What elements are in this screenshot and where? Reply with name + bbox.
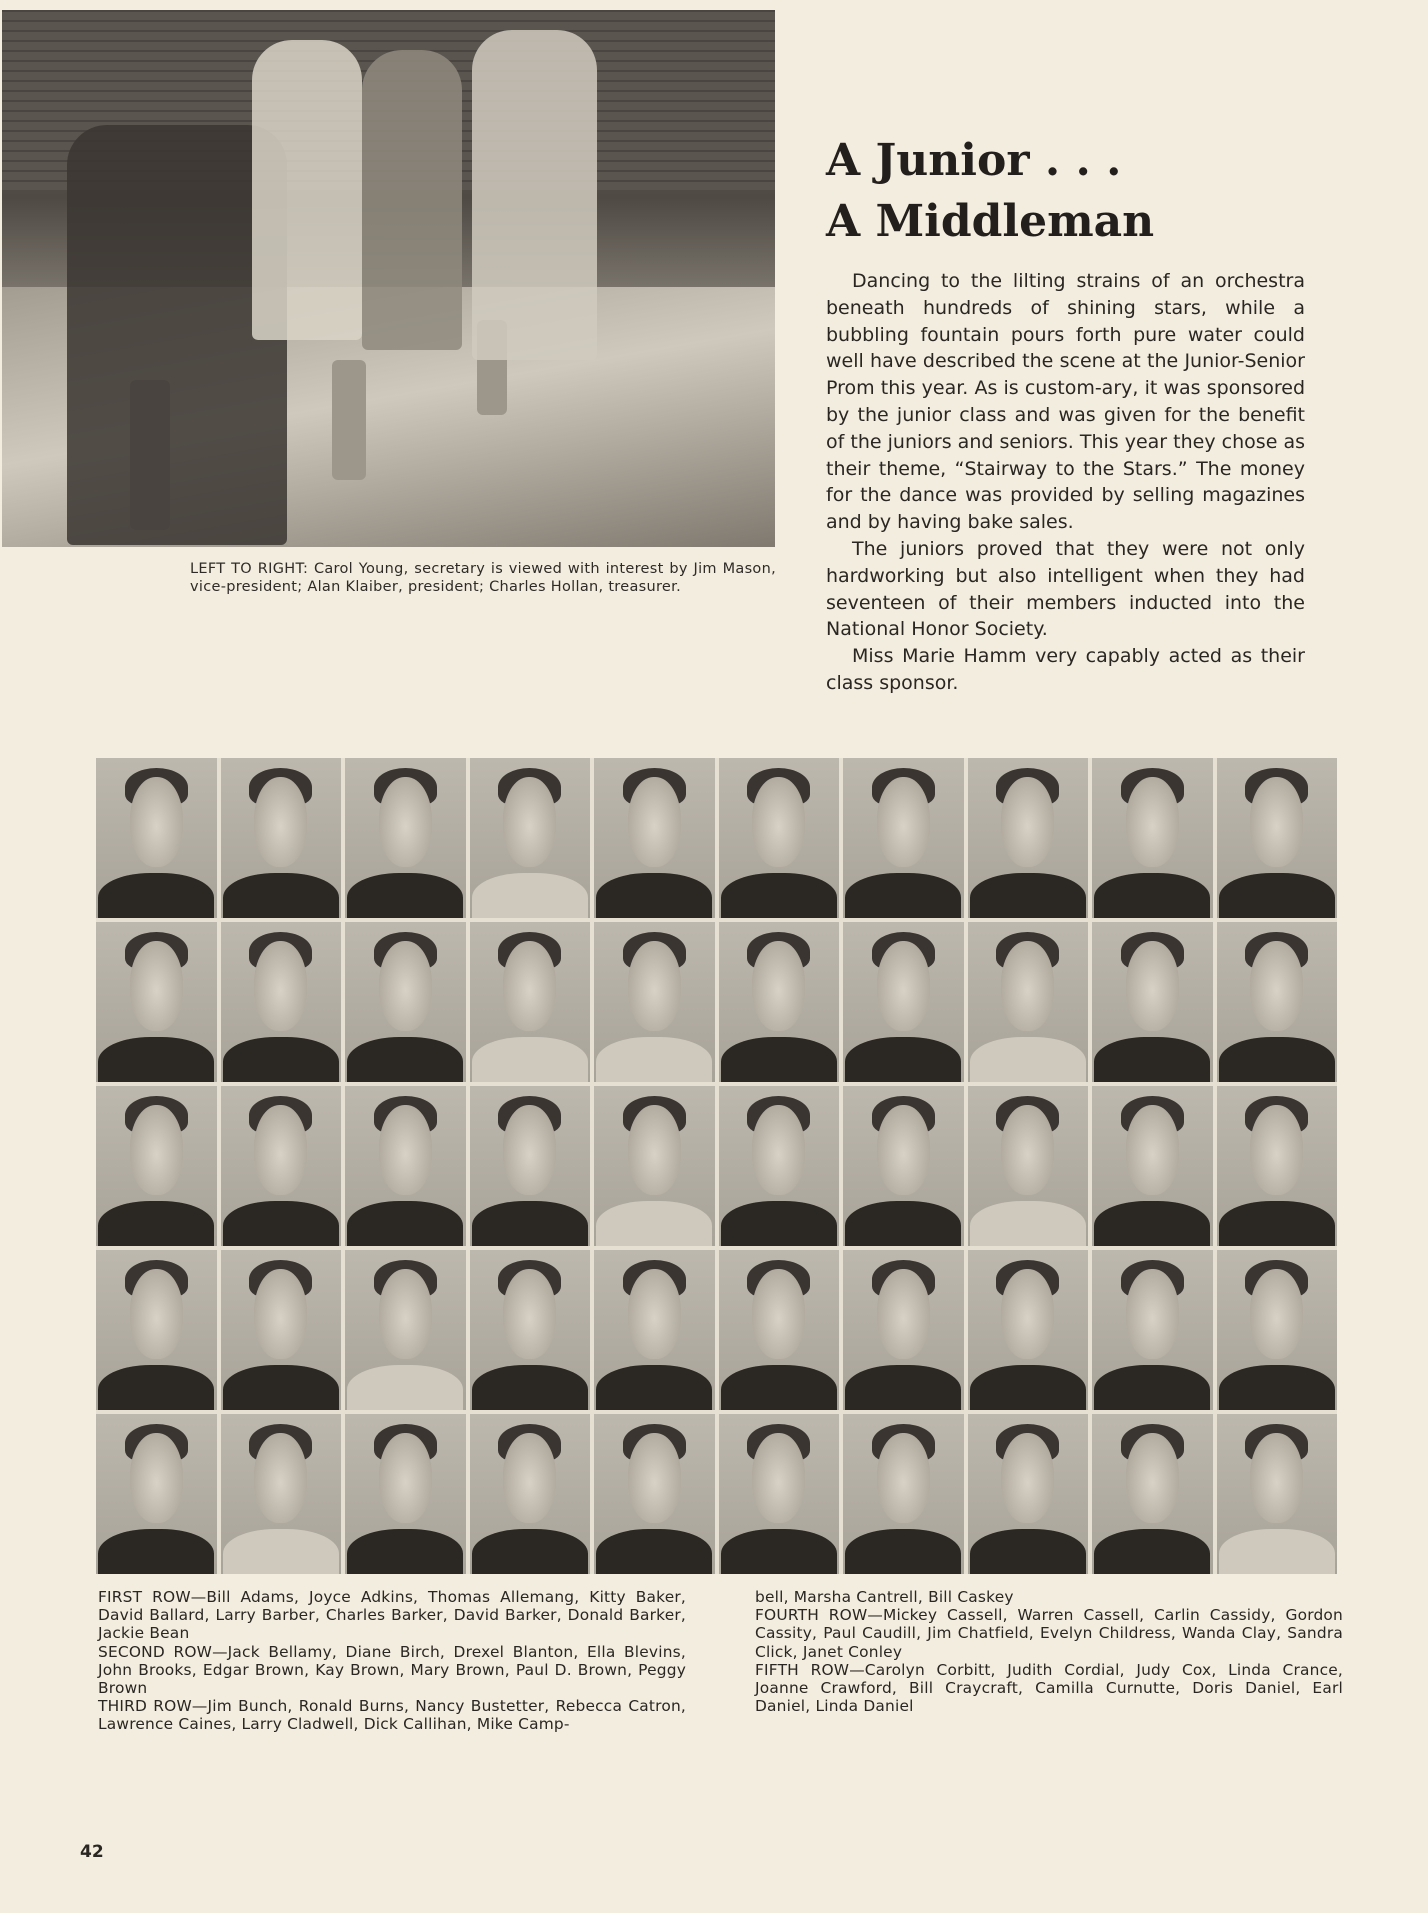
portrait-torso	[1094, 1201, 1210, 1246]
portrait-head	[628, 1433, 681, 1523]
student-portrait	[1092, 758, 1213, 918]
portrait-head	[752, 1105, 805, 1195]
portrait-head	[254, 941, 307, 1031]
student-portrait	[96, 1414, 217, 1574]
student-portrait	[221, 1250, 342, 1410]
portrait-head	[379, 1269, 432, 1359]
portrait-head	[1126, 1105, 1179, 1195]
portrait-torso	[347, 1037, 463, 1082]
portrait-head	[379, 1433, 432, 1523]
student-portrait	[843, 1250, 964, 1410]
student-portrait	[221, 1414, 342, 1574]
student-portrait	[719, 758, 840, 918]
portrait-head	[254, 1105, 307, 1195]
paragraph: Dancing to the lilting strains of an orchestra beneath hundreds of shining stars, while a bubbling fountain pours forth pure water could well have described the scene at the Junior-Senior Prom this year. As is custom-ary, it was sponsored by the junior class and was given for the benefit of the juniors and seniors. This year they chose as their theme, “Stairway to the Stars.” The money for the dance was provided by selling magazines and by having bake sales.	[826, 270, 1305, 534]
paragraph: The juniors proved that they were not only hardworking but also intelligent when they had seventeen of their members inducted into the National Honor Society.	[826, 537, 1305, 641]
student-portrait	[345, 1086, 466, 1246]
student-portrait	[594, 1086, 715, 1246]
portrait-head	[1001, 777, 1054, 867]
portrait-head	[503, 1269, 556, 1359]
portrait-torso	[970, 1201, 1086, 1246]
student-portrait	[1092, 1414, 1213, 1574]
student-portrait	[1217, 1086, 1338, 1246]
portrait-torso	[845, 1037, 961, 1082]
page-number: 42	[80, 1842, 104, 1862]
portrait-torso	[98, 1365, 214, 1410]
portrait-torso	[472, 1529, 588, 1574]
portrait-torso	[1219, 1529, 1335, 1574]
portrait-torso	[1094, 1529, 1210, 1574]
student-portrait	[345, 922, 466, 1082]
portrait-head	[752, 777, 805, 867]
names-column-right	[755, 1588, 1343, 1715]
article-body	[826, 268, 1305, 697]
portrait-head	[1250, 1269, 1303, 1359]
student-portrait	[843, 1086, 964, 1246]
portrait-head	[503, 777, 556, 867]
portrait-torso	[98, 1037, 214, 1082]
student-portrait	[843, 1414, 964, 1574]
third-row-names: THIRD ROW—Jim Bunch, Ronald Burns, Nancy Bustetter, Rebecca Catron, Lawrence Caines, Larry Cladwell, Dick Callihan, Mike Camp-	[98, 1697, 686, 1734]
portrait-head	[130, 1433, 183, 1523]
portrait-head	[1126, 1433, 1179, 1523]
student-portrait	[968, 922, 1089, 1082]
student-portrait	[470, 922, 591, 1082]
title-line-2: A Middleman	[826, 196, 1155, 247]
portrait-head	[130, 1105, 183, 1195]
student-portrait	[1217, 1414, 1338, 1574]
portrait-torso	[472, 1037, 588, 1082]
portrait-torso	[1219, 1365, 1335, 1410]
portrait-torso	[845, 1201, 961, 1246]
student-portrait	[221, 922, 342, 1082]
student-portrait	[1092, 922, 1213, 1082]
portrait-torso	[223, 1201, 339, 1246]
portrait-head	[628, 1105, 681, 1195]
person-standing	[362, 50, 462, 350]
page-title	[826, 130, 1326, 252]
portrait-head	[379, 1105, 432, 1195]
portrait-head	[1001, 1433, 1054, 1523]
portrait-torso	[596, 1201, 712, 1246]
student-portrait	[345, 1414, 466, 1574]
portrait-head	[628, 941, 681, 1031]
third-row-names-continued: bell, Marsha Cantrell, Bill Caskey	[755, 1588, 1014, 1606]
student-portrait	[221, 758, 342, 918]
photo-caption: LEFT TO RIGHT: Carol Young, secretary is viewed with interest by Jim Mason, vice-president; Alan Klaiber, president; Charles Hollan, treasurer.	[190, 561, 776, 595]
portrait-head	[1126, 777, 1179, 867]
portrait-head	[379, 941, 432, 1031]
portrait-torso	[347, 1201, 463, 1246]
portrait-torso	[472, 873, 588, 918]
portrait-torso	[347, 873, 463, 918]
portrait-torso	[472, 1365, 588, 1410]
portrait-head	[1001, 1105, 1054, 1195]
portrait-torso	[721, 1201, 837, 1246]
second-row-names: SECOND ROW—Jack Bellamy, Diane Birch, Drexel Blanton, Ella Blevins, John Brooks, Edgar Brown, Kay Brown, Mary Brown, Paul D. Brown, Peggy Brown	[98, 1642, 686, 1698]
portrait-grid	[96, 758, 1337, 1574]
portrait-head	[1250, 941, 1303, 1031]
title-line-1: A Junior . . .	[826, 135, 1122, 186]
portrait-torso	[596, 1365, 712, 1410]
portrait-torso	[721, 873, 837, 918]
student-portrait	[1092, 1250, 1213, 1410]
portrait-torso	[970, 1037, 1086, 1082]
person-standing	[472, 30, 597, 360]
portrait-head	[130, 941, 183, 1031]
names-column-left	[98, 1588, 686, 1734]
portrait-torso	[98, 873, 214, 918]
portrait-torso	[596, 873, 712, 918]
student-portrait	[843, 922, 964, 1082]
student-portrait	[594, 922, 715, 1082]
student-portrait	[345, 758, 466, 918]
portrait-torso	[596, 1037, 712, 1082]
student-portrait	[345, 1250, 466, 1410]
portrait-torso	[98, 1201, 214, 1246]
portrait-head	[752, 941, 805, 1031]
portrait-head	[254, 1433, 307, 1523]
portrait-torso	[98, 1529, 214, 1574]
student-portrait	[719, 1250, 840, 1410]
portrait-head	[877, 1269, 930, 1359]
portrait-head	[877, 1433, 930, 1523]
student-portrait	[1217, 1250, 1338, 1410]
student-portrait	[594, 1414, 715, 1574]
student-portrait	[470, 758, 591, 918]
first-row-names: FIRST ROW—Bill Adams, Joyce Adkins, Thomas Allemang, Kitty Baker, David Ballard, Larry Barber, Charles Barker, David Barker, Donald Barker, Jackie Bean	[98, 1588, 686, 1643]
portrait-torso	[1094, 1365, 1210, 1410]
portrait-torso	[1219, 1201, 1335, 1246]
portrait-head	[1001, 941, 1054, 1031]
student-portrait	[96, 1250, 217, 1410]
portrait-torso	[845, 1529, 961, 1574]
student-portrait	[470, 1086, 591, 1246]
portrait-torso	[1219, 873, 1335, 918]
student-portrait	[96, 758, 217, 918]
student-portrait	[221, 1086, 342, 1246]
portrait-torso	[970, 1365, 1086, 1410]
portrait-torso	[347, 1365, 463, 1410]
portrait-head	[1250, 1105, 1303, 1195]
student-portrait	[968, 1250, 1089, 1410]
student-portrait	[470, 1250, 591, 1410]
portrait-torso	[970, 873, 1086, 918]
portrait-torso	[223, 1365, 339, 1410]
student-portrait	[1217, 922, 1338, 1082]
student-portrait	[968, 1086, 1089, 1246]
portrait-head	[752, 1269, 805, 1359]
fifth-row-names: FIFTH ROW—Carolyn Corbitt, Judith Cordial, Judy Cox, Linda Crance, Joanne Crawford, Bill Craycraft, Camilla Curnutte, Doris Daniel, Earl Daniel, Linda Daniel	[755, 1660, 1343, 1716]
portrait-head	[503, 1105, 556, 1195]
portrait-torso	[970, 1529, 1086, 1574]
portrait-torso	[1094, 873, 1210, 918]
portrait-torso	[845, 1365, 961, 1410]
portrait-torso	[845, 873, 961, 918]
portrait-head	[379, 777, 432, 867]
portrait-torso	[1094, 1037, 1210, 1082]
portrait-head	[1001, 1269, 1054, 1359]
portrait-head	[752, 1433, 805, 1523]
portrait-head	[1126, 1269, 1179, 1359]
portrait-head	[503, 941, 556, 1031]
portrait-torso	[347, 1529, 463, 1574]
student-portrait	[594, 758, 715, 918]
fourth-row-names: FOURTH ROW—Mickey Cassell, Warren Cassell, Carlin Cassidy, Gordon Cassity, Paul Caudill, Jim Chatfield, Evelyn Childress, Wanda Clay, Sandra Click, Janet Conley	[755, 1606, 1343, 1661]
student-portrait	[96, 1086, 217, 1246]
student-portrait	[594, 1250, 715, 1410]
group-photo	[2, 10, 775, 547]
student-portrait	[968, 758, 1089, 918]
portrait-head	[1250, 1433, 1303, 1523]
portrait-head	[628, 777, 681, 867]
person-standing	[252, 40, 362, 340]
portrait-torso	[472, 1201, 588, 1246]
portrait-head	[877, 1105, 930, 1195]
portrait-torso	[223, 1529, 339, 1574]
student-portrait	[968, 1414, 1089, 1574]
portrait-head	[254, 777, 307, 867]
portrait-head	[254, 1269, 307, 1359]
student-portrait	[470, 1414, 591, 1574]
portrait-torso	[223, 873, 339, 918]
portrait-torso	[223, 1037, 339, 1082]
portrait-torso	[1219, 1037, 1335, 1082]
student-portrait	[719, 1414, 840, 1574]
post	[332, 360, 366, 480]
portrait-head	[1250, 777, 1303, 867]
portrait-head	[628, 1269, 681, 1359]
portrait-head	[503, 1433, 556, 1523]
portrait-torso	[721, 1037, 837, 1082]
student-portrait	[1217, 758, 1338, 918]
student-portrait	[719, 1086, 840, 1246]
student-portrait	[843, 758, 964, 918]
portrait-torso	[721, 1365, 837, 1410]
student-portrait	[96, 922, 217, 1082]
student-portrait	[1092, 1086, 1213, 1246]
portrait-head	[877, 777, 930, 867]
portrait-head	[877, 941, 930, 1031]
portrait-head	[130, 777, 183, 867]
portrait-torso	[596, 1529, 712, 1574]
portrait-head	[130, 1269, 183, 1359]
paragraph: Miss Marie Hamm very capably acted as their class sponsor.	[826, 645, 1305, 694]
portrait-head	[1126, 941, 1179, 1031]
portrait-torso	[721, 1529, 837, 1574]
student-portrait	[719, 922, 840, 1082]
